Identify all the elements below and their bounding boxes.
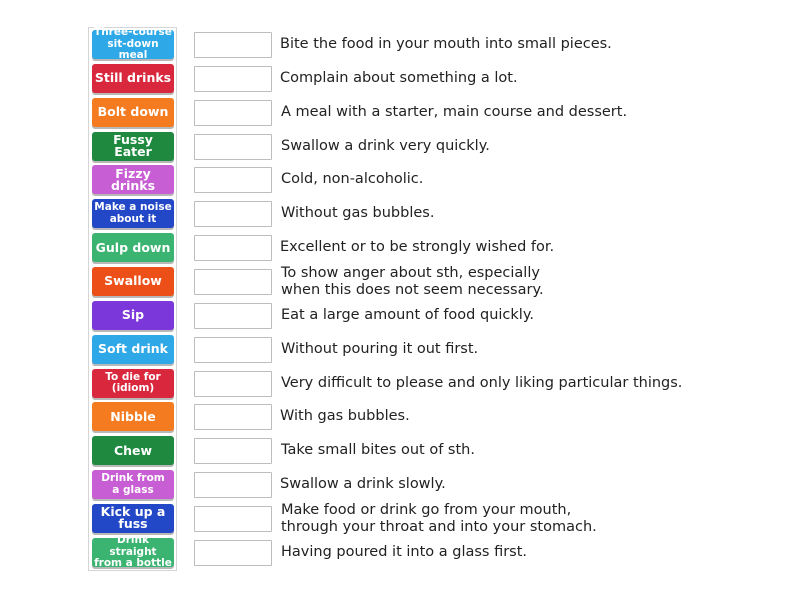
tile-drink-straight-from-a-bottle[interactable] [92, 534, 174, 569]
tile-label-line-1: Fussy Eater [113, 132, 153, 160]
tile-label-line-1: Gulp down [95, 239, 171, 255]
drop-slot[interactable] [194, 32, 272, 58]
tile-label [104, 275, 162, 287]
clue-line-1: Bite the food in your mouth into small pieces. [280, 36, 612, 52]
clue-text [280, 70, 518, 87]
drop-slot[interactable] [194, 167, 272, 193]
clue-line-1: Eat a large amount of food quickly. [281, 306, 534, 323]
drop-slot[interactable] [194, 337, 272, 363]
tile-label-line-1: Kick up a fuss [100, 504, 166, 532]
clue-text [281, 341, 478, 358]
clue-text [280, 239, 554, 256]
tile-label-line-1: Swallow [104, 273, 162, 289]
clue-line-1: Having poured it into a glass first. [281, 543, 528, 560]
drop-slot[interactable] [194, 438, 272, 464]
drop-slot[interactable] [194, 472, 272, 498]
tile-bolt-down[interactable] [92, 98, 174, 127]
clue-text [281, 502, 597, 536]
clue-text [280, 408, 410, 425]
tile-make-a-noise-about-it[interactable] [92, 199, 174, 228]
tile-label [101, 473, 165, 496]
tile-label-line-2: a glass [112, 483, 154, 496]
tile-to-die-for-idiom[interactable] [92, 369, 174, 398]
clue-line-1: Swallow a drink very quickly. [281, 137, 490, 154]
clue-line-2: when this does not seem necessary. [281, 281, 544, 298]
clue-text [281, 442, 475, 459]
clue-line-1: Excellent or to be strongly wished for. [280, 239, 555, 256]
tile-label [113, 442, 153, 458]
clue-line-1: With gas bubbles. [280, 408, 410, 425]
clue-text [281, 375, 682, 392]
tile-three-course-sit-down-meal[interactable] [92, 26, 174, 62]
drop-slot[interactable] [194, 404, 272, 430]
tile-label-line-2: from a bottle [94, 557, 172, 569]
tile-fussy-eater[interactable] [92, 132, 174, 161]
tile-label-line-1: Drink from [101, 472, 165, 485]
clue-text [280, 476, 446, 493]
tile-label [95, 72, 171, 84]
tile-label [122, 309, 144, 321]
clue-line-1: Very difficult to please and only liking particular things. [281, 374, 683, 391]
clue-text [281, 265, 544, 299]
clue-line-1: Without gas bubbles. [281, 205, 435, 222]
tile-label [94, 202, 171, 225]
tile-label-line-1: Sip [121, 307, 145, 323]
drop-slot[interactable] [194, 269, 272, 295]
clue-text [281, 307, 534, 324]
tile-soft-drink[interactable] [92, 335, 174, 364]
tile-label-line-1: Still drinks [94, 70, 172, 86]
tile-label [94, 535, 172, 570]
tile-fizzy-drinks[interactable] [92, 165, 174, 194]
tile-label [98, 343, 168, 355]
drop-slot[interactable] [194, 201, 272, 227]
tile-label-line-1: Drink straight [109, 534, 157, 558]
tile-label [94, 506, 172, 530]
tile-still-drinks[interactable] [92, 64, 174, 93]
tile-label-line-1: To die for [105, 370, 161, 383]
drop-slot[interactable] [194, 235, 272, 261]
tile-sip[interactable] [92, 301, 174, 330]
tile-label [94, 134, 172, 158]
drop-slot[interactable] [194, 303, 272, 329]
tile-label [95, 239, 171, 255]
tile-label-line-2: (idiom) [111, 382, 155, 394]
clue-line-1: Swallow a drink slowly. [280, 476, 446, 493]
tile-label-line-1: Bolt down [97, 104, 169, 120]
clue-line-1: Make food or drink go from your mouth, [281, 501, 572, 518]
tile-swallow[interactable] [92, 267, 174, 296]
clue-line-1: Take small bites out of sth. [281, 442, 475, 459]
clue-line-1: A meal with a starter, main course and dessert. [281, 103, 628, 120]
tile-label [94, 27, 172, 62]
drop-slot[interactable] [194, 506, 272, 532]
tile-drink-from-a-glass[interactable] [92, 470, 174, 499]
tile-label-line-1: Nibble [110, 408, 156, 424]
drop-slot[interactable] [194, 371, 272, 397]
tile-label [98, 106, 169, 118]
tile-label [110, 408, 156, 424]
tile-label-line-2: sit-down meal [107, 37, 159, 62]
tile-label-line-1: Make a noise [94, 201, 172, 214]
tile-nibble[interactable] [92, 402, 174, 431]
tile-label-line-1: Fizzy drinks [110, 165, 156, 193]
clue-line-1: Cold, non-alcoholic. [281, 171, 424, 188]
tile-label [105, 372, 161, 395]
tile-label-line-1: Chew [113, 442, 153, 458]
clue-text [281, 138, 490, 155]
clue-line-1: Without pouring it out first. [281, 340, 479, 357]
drop-slot[interactable] [194, 134, 272, 160]
tile-label-line-1: Soft drink [98, 341, 168, 357]
tile-label-line-1: Three-course [94, 26, 172, 39]
clue-text [281, 171, 423, 188]
tile-chew[interactable] [92, 436, 174, 465]
drop-slot[interactable] [194, 100, 272, 126]
tile-gulp-down[interactable] [92, 233, 174, 262]
drop-slot[interactable] [194, 540, 272, 566]
clue-text [280, 36, 612, 53]
clue-line-2: through your throat and into your stomach. [281, 518, 597, 535]
tile-label [94, 165, 172, 193]
clue-line-1: To show anger about sth, especially [281, 264, 540, 281]
clue-line-1: Complain about something a lot. [280, 69, 518, 86]
drop-slot[interactable] [194, 66, 272, 92]
clue-text [281, 205, 434, 222]
tile-label-line-2: about it [109, 212, 157, 225]
clue-text [281, 104, 627, 121]
tile-kick-up-a-fuss[interactable] [92, 504, 174, 533]
clue-text [281, 544, 527, 561]
